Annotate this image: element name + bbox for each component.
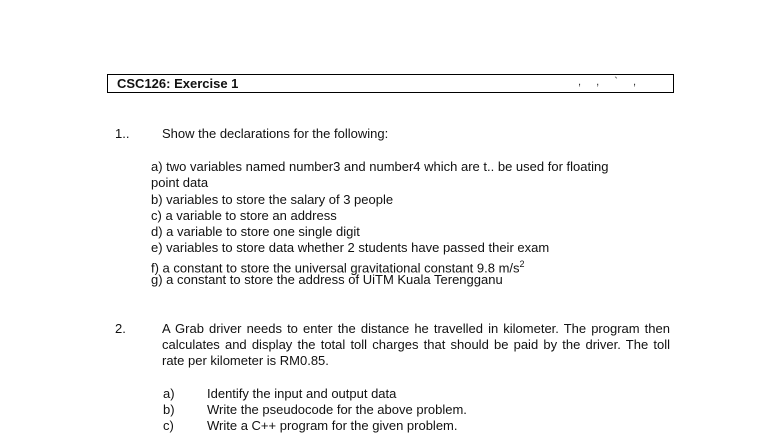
header-marks: , , ` ,	[578, 76, 642, 88]
header-box	[107, 74, 674, 93]
question-1-item-a-cont: point data	[151, 175, 209, 190]
task-b-text: Write the pseudocode for the above problem.	[207, 402, 467, 417]
question-2-paragraph: A Grab driver needs to enter the distance he travelled in kilometer. The program then calculates and display the total toll charges that should be paid by the driver. The toll rate per kilometer is RM0.85.	[162, 321, 670, 368]
task-b-letter: b)	[163, 402, 175, 417]
question-1-prompt: Show the declarations for the following:	[162, 126, 389, 141]
question-1-item-c: c) a variable to store an address	[151, 208, 337, 223]
task-c-text: Write a C++ program for the given problem.	[207, 418, 458, 433]
question-1-item-d: d) a variable to store one single digit	[151, 224, 360, 239]
superscript-2: 2	[519, 259, 525, 269]
task-c-letter: c)	[163, 418, 174, 433]
question-1-item-g: g) a constant to store the address of UiTM Kuala Terengganu	[151, 272, 503, 287]
question-1-item-f-text: f) a constant to store the universal gravitational constant 9.8 m/s	[151, 260, 520, 276]
question-1-item-a: a) two variables named number3 and number4 which are t.. be used for floating	[151, 159, 609, 174]
exercise-title: CSC126: Exercise 1	[117, 76, 239, 91]
question-2-number: 2.	[115, 321, 126, 336]
question-1-number: 1..	[115, 126, 130, 141]
question-1-item-b: b) variables to store the salary of 3 people	[151, 192, 394, 207]
task-a-text: Identify the input and output data	[207, 386, 397, 401]
question-1-item-e: e) variables to store data whether 2 students have passed their exam	[151, 240, 550, 255]
task-a-letter: a)	[163, 386, 175, 401]
